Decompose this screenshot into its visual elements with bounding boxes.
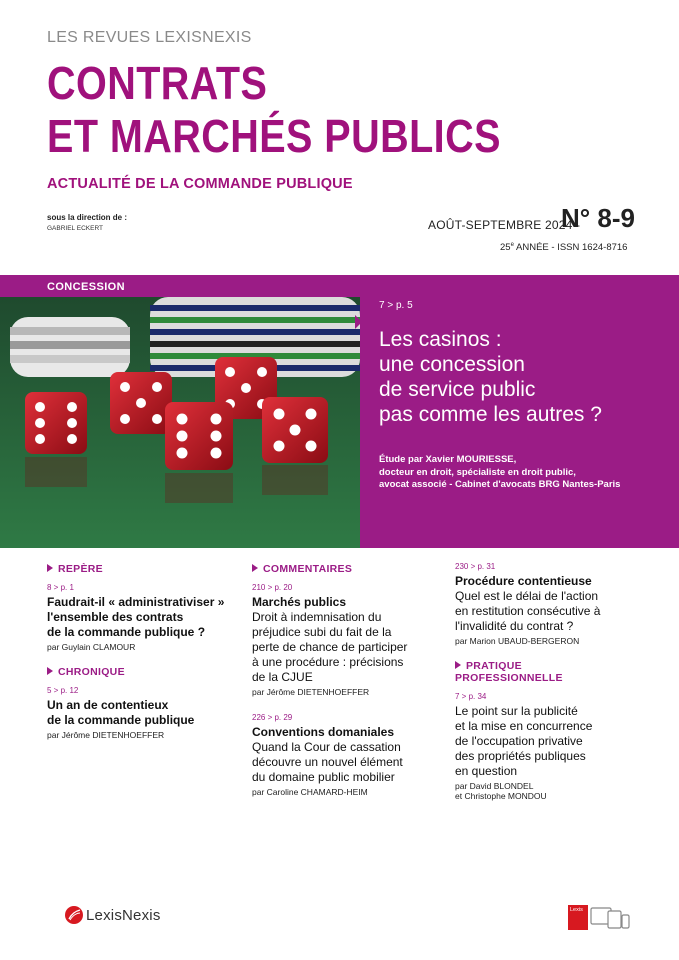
lexis-badge: Lexis xyxy=(568,905,588,930)
die-5 xyxy=(262,397,328,463)
devices-icon xyxy=(590,906,630,930)
article-title[interactable]: Marchés publics xyxy=(252,595,347,609)
article-description: Quel est le délai de l'action en restitution consécutive à l'invalidité du contrat ? xyxy=(455,589,601,633)
article-author: par David BLONDEL et Christophe MONDOU xyxy=(455,781,547,801)
article-title[interactable]: Conventions domaniales xyxy=(252,725,395,739)
die-1 xyxy=(25,392,87,454)
article-ref: 7 > p. 34 xyxy=(455,692,487,701)
article-ref: 230 > p. 31 xyxy=(455,562,496,571)
series-name: LES REVUES LEXISNEXIS xyxy=(47,29,252,46)
feature-pointer xyxy=(355,315,362,329)
article-author: par Jérôme DIETENHOEFFER xyxy=(47,730,165,740)
article-author: par Jérôme DIETENHOEFFER xyxy=(252,687,370,697)
chip-stack-left xyxy=(10,317,130,377)
article-ref: 226 > p. 29 xyxy=(252,713,293,722)
article-title[interactable]: Procédure contentieuse xyxy=(455,574,592,588)
publisher-name: LexisNexis xyxy=(86,907,161,924)
die-4 xyxy=(165,402,233,470)
triangle-icon xyxy=(455,661,461,669)
byline-line: docteur en droit, spécialiste en droit public, xyxy=(379,466,576,478)
feature-title-line: pas comme les autres ? xyxy=(379,403,602,426)
feature-category: CONCESSION xyxy=(47,281,125,293)
issue-meta: 25e ANNÉE - ISSN 1624-8716 xyxy=(500,242,628,254)
article-ref: 210 > p. 20 xyxy=(252,583,293,592)
article-author: par Marion UBAUD-BERGERON xyxy=(455,636,580,646)
triangle-icon xyxy=(47,667,53,675)
die-2 xyxy=(110,372,172,434)
article-description[interactable]: Le point sur la publicité et la mise en concurrence de l'occupation privative des propriétés publiques en question xyxy=(455,704,593,778)
column-3 xyxy=(455,555,655,801)
feature-ref: 7 > p. 5 xyxy=(379,300,413,311)
feature-byline xyxy=(379,454,620,492)
journal-subtitle: ACTUALITÉ DE LA COMMANDE PUBLIQUE xyxy=(47,176,353,192)
feature-title-line: Les casinos : xyxy=(379,328,502,351)
column-2 xyxy=(252,563,452,797)
casino-dice-illustration xyxy=(0,297,360,548)
feature-title-line: une concession xyxy=(379,353,525,376)
section-heading-chronique: CHRONIQUE xyxy=(47,666,247,678)
feature-title[interactable] xyxy=(379,327,669,427)
byline-line: Étude par Xavier MOURIESSE, xyxy=(379,454,517,465)
direction-label: sous la direction de : xyxy=(47,213,128,222)
direction-name: GABRIEL ECKERT xyxy=(47,225,103,232)
section-heading-repere: REPÈRE xyxy=(47,563,247,575)
article-title[interactable]: Un an de contentieux de la commande publique xyxy=(47,698,195,727)
column-1 xyxy=(47,563,247,740)
feature-image xyxy=(0,297,360,548)
article-ref: 5 > p. 12 xyxy=(47,686,79,695)
article-description: Quand la Cour de cassation découvre un nouvel élément du domaine public mobilier xyxy=(252,740,403,784)
byline-line: avocat associé - Cabinet d'avocats BRG Nantes-Paris xyxy=(379,479,621,490)
journal-title-line2: ET MARCHÉS PUBLICS xyxy=(47,110,501,162)
journal-title-line1: CONTRATS xyxy=(47,57,268,109)
article-title[interactable]: Faudrait-il « administrativiser » l'ensemble des contrats de la commande publique ? xyxy=(47,595,225,639)
section-heading-pratique: PRATIQUE PROFESSIONNELLE xyxy=(455,660,563,684)
triangle-icon xyxy=(252,564,258,572)
issue-date: AOÛT-SEPTEMBRE 2024 - xyxy=(428,218,581,232)
article-ref: 8 > p. 1 xyxy=(47,583,74,592)
section-heading-commentaires: COMMENTAIRES xyxy=(252,563,452,575)
triangle-icon xyxy=(47,564,53,572)
issue-number: N° 8-9 xyxy=(561,203,635,233)
lexisnexis-logo-icon xyxy=(64,905,84,925)
feature-title-line: de service public xyxy=(379,378,536,401)
article-author: par Guylain CLAMOUR xyxy=(47,642,136,652)
article-description: Droit à indemnisation du préjudice subi du fait de la perte de chance de participer à une procédure : précisions de la CJUE xyxy=(252,610,408,684)
article-author: par Caroline CHAMARD-HEIM xyxy=(252,787,368,797)
